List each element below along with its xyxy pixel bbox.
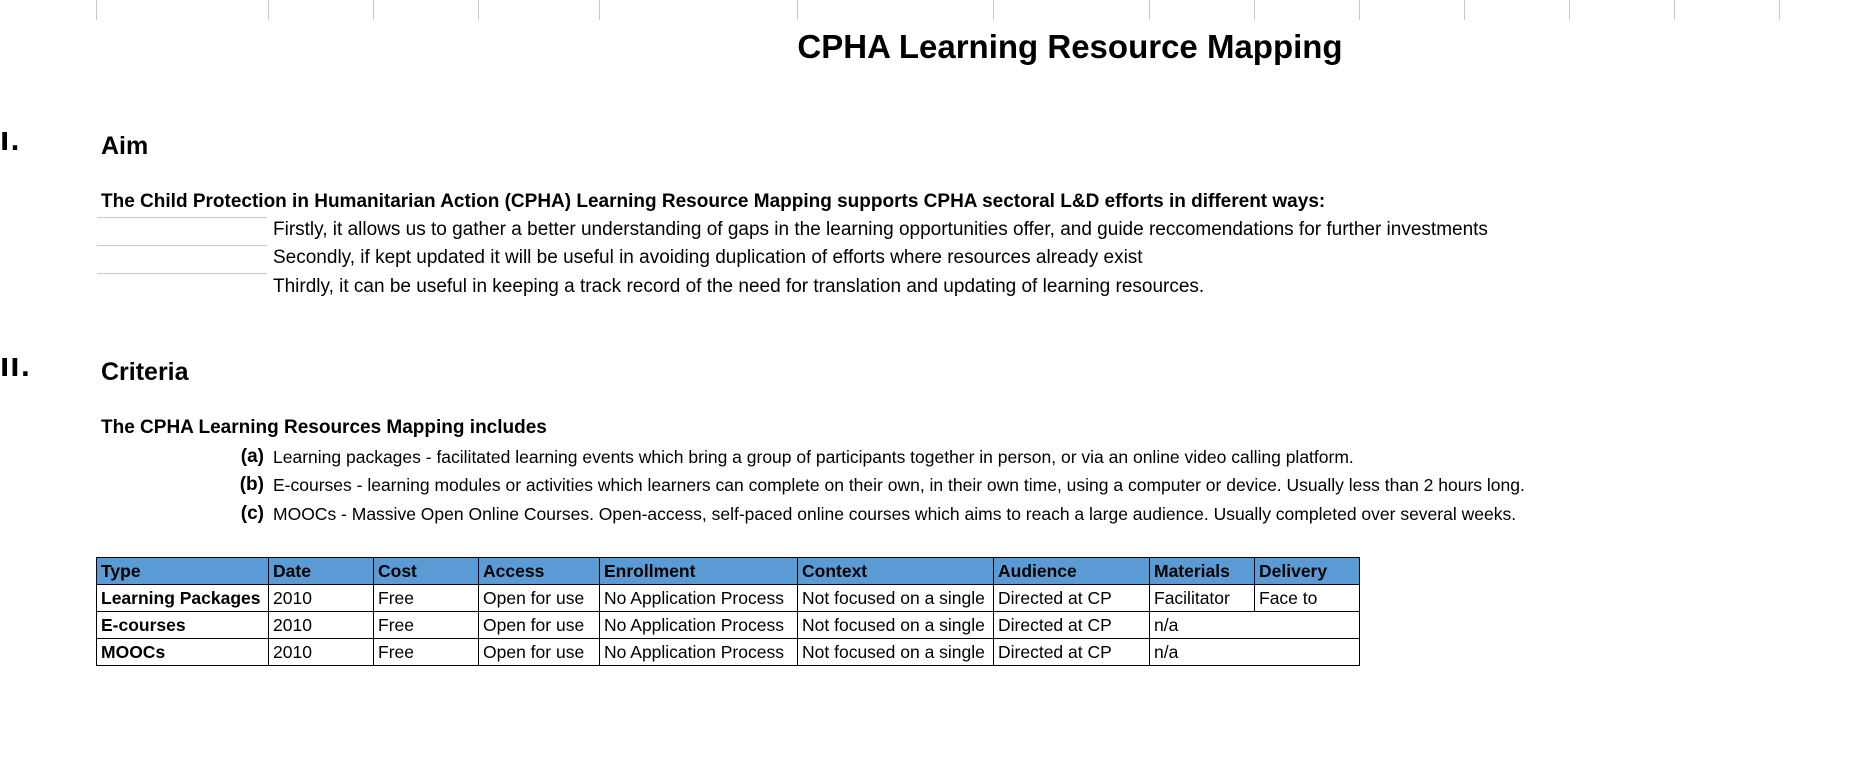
row-gridline	[97, 273, 267, 274]
grid-tick	[1359, 0, 1360, 20]
grid-tick	[478, 0, 479, 20]
grid-tick	[797, 0, 798, 20]
cell-enrollment: No Application Process	[600, 639, 798, 666]
column-header-access: Access	[479, 558, 600, 585]
criteria-marker-b: (b)	[239, 474, 264, 495]
cell-date: 2010	[269, 639, 374, 666]
grid-tick	[1464, 0, 1465, 20]
cell-cost: Free	[374, 585, 479, 612]
grid-tick	[1149, 0, 1150, 20]
cell-cost: Free	[374, 639, 479, 666]
cell-audience: Directed at CP	[994, 612, 1150, 639]
table-header-row	[97, 558, 1360, 585]
criteria-marker-c: (c)	[240, 503, 264, 524]
row-gridline	[97, 217, 267, 218]
criteria-marker-a: (a)	[240, 446, 264, 467]
grid-tick	[993, 0, 994, 20]
column-header-audience: Audience	[994, 558, 1150, 585]
column-header-delivery: Delivery	[1255, 558, 1360, 585]
cell-context: Not focused on a single	[798, 585, 994, 612]
cell-type: Learning Packages	[97, 585, 269, 612]
column-header-context: Context	[798, 558, 994, 585]
cell-access: Open for use	[479, 585, 600, 612]
column-header-date: Date	[269, 558, 374, 585]
cell-materials: n/a	[1150, 612, 1360, 639]
column-header-enrollment: Enrollment	[600, 558, 798, 585]
cell-access: Open for use	[479, 612, 600, 639]
section-numeral-aim: I.	[0, 127, 21, 156]
cell-enrollment: No Application Process	[600, 612, 798, 639]
aim-intro: The Child Protection in Humanitarian Action (CPHA) Learning Resource Mapping supports CPHA sectoral L&D efforts in different ways:	[101, 191, 1326, 212]
cell-context: Not focused on a single	[798, 639, 994, 666]
cell-access: Open for use	[479, 639, 600, 666]
criteria-intro: The CPHA Learning Resources Mapping includes	[101, 417, 547, 438]
cell-cost: Free	[374, 612, 479, 639]
grid-tick	[1254, 0, 1255, 20]
resource-mapping-table	[96, 557, 1360, 666]
column-header-type: Type	[97, 558, 269, 585]
cell-context: Not focused on a single	[798, 612, 994, 639]
page-title: CPHA Learning Resource Mapping	[797, 28, 1343, 65]
cell-materials: n/a	[1150, 639, 1360, 666]
table-row	[97, 639, 1360, 666]
section-numeral-criteria: II.	[0, 353, 32, 382]
criteria-item-b: E-courses - learning modules or activities which learners can complete on their own, in their own time, using a computer or device. Usually less than 2 hours long.	[273, 475, 1525, 495]
cell-type: MOOCs	[97, 639, 269, 666]
grid-tick	[1779, 0, 1780, 20]
cell-enrollment: No Application Process	[600, 585, 798, 612]
cell-type: E-courses	[97, 612, 269, 639]
column-header-materials: Materials	[1150, 558, 1255, 585]
section-heading-aim: Aim	[101, 132, 149, 160]
grid-tick	[1569, 0, 1570, 20]
grid-tick	[96, 0, 97, 20]
cell-date: 2010	[269, 585, 374, 612]
row-gridline	[97, 245, 267, 246]
cell-audience: Directed at CP	[994, 585, 1150, 612]
column-header-cost: Cost	[374, 558, 479, 585]
cell-date: 2010	[269, 612, 374, 639]
table-row	[97, 585, 1360, 612]
cell-audience: Directed at CP	[994, 639, 1150, 666]
criteria-item-a: Learning packages - facilitated learning events which bring a group of participants together in person, or via an online video calling platform.	[273, 447, 1354, 467]
aim-line-3: Thirdly, it can be useful in keeping a track record of the need for translation and updating of learning resources.	[273, 276, 1205, 297]
cell-materials: Facilitator	[1150, 585, 1255, 612]
grid-tick	[599, 0, 600, 20]
aim-line-2: Secondly, if kept updated it will be useful in avoiding duplication of efforts where resources already exist	[273, 247, 1143, 268]
table-row	[97, 612, 1360, 639]
grid-tick	[1674, 0, 1675, 20]
section-heading-criteria: Criteria	[101, 358, 189, 386]
aim-line-1: Firstly, it allows us to gather a better understanding of gaps in the learning opportunities offer, and guide reccomendations for further investments	[273, 219, 1488, 240]
criteria-item-c: MOOCs - Massive Open Online Courses. Open-access, self-paced online courses which aims to reach a large audience. Usually completed over several weeks.	[273, 504, 1517, 524]
grid-tick	[268, 0, 269, 20]
cell-delivery: Face to	[1255, 585, 1360, 612]
grid-tick	[373, 0, 374, 20]
